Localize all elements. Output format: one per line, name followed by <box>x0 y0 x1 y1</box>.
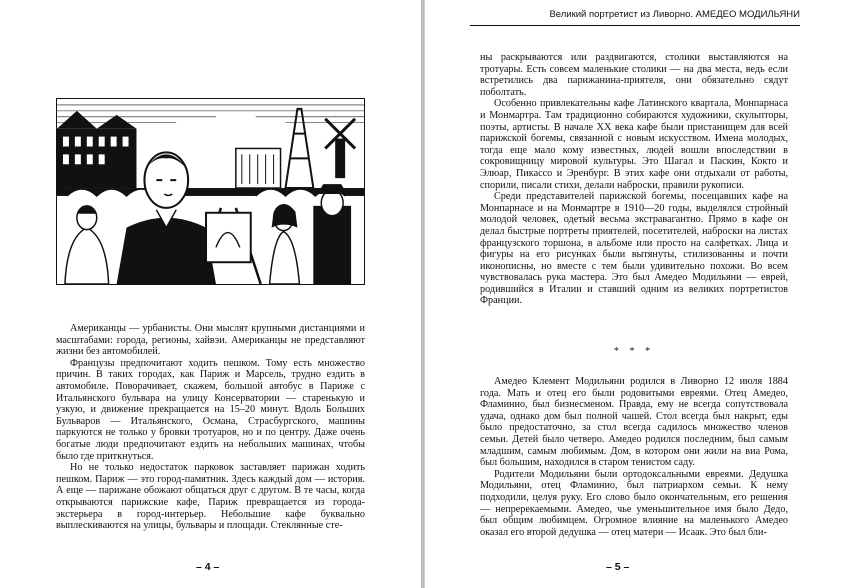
illustration-modigliani-paris <box>56 98 365 285</box>
right-page-body-top <box>480 52 788 307</box>
right-page-body-bottom <box>480 376 788 538</box>
paragraph: ны раскрываются или раздвигаются, столики выставляются на тротуары. Есть совсем маленькие столики — на два места, ведь если встретились два парижанина-приятеля, они обязательно сядут поболтать. <box>480 52 788 98</box>
paragraph: Но не только недостаток парковок заставляет парижан ходить пешком. Париж — это город-памятник. Здесь каждый дом — история. А еще — парижане обожают общаться друг с другом. В те часы, когда открываются парижские кафе, Париж превращается из города-экстерьера в город-интерьер. Небольшие кафе буквально выплескиваются на улицы, бульвары и площади. Стеклянные сте- <box>56 462 365 532</box>
paragraph: Среди представителей парижской богемы, посещавших кафе на Монпарнасе и на Монмартре в 1910—20 годы, выделялся стройный молодой человек, одетый весьма экстравагантно. Прямо в кафе он делал быстрые портреты приятелей, посетителей, наброски на листах французского торшона, в альбоме или просто на салфетках. Лица и фигуры на его рисунках были вытянуты, стилизованны и почти иконописны, но вместе с тем были удивительно похожи. Во всем чувствовалась рука мастера. Это был Амедео Модильяни — еврей, родившийся в Италии и ставший одним из великих портретистов Франции. <box>480 191 788 307</box>
running-header: Великий портретист из Ливорно. АМЕДЕО МОДИЛЬЯНИ <box>470 5 800 25</box>
illustration-drawing <box>57 99 364 284</box>
page-number-left: – 4 – <box>196 561 220 573</box>
header-rule <box>470 25 800 26</box>
paragraph: Американцы — урбанисты. Они мыслят крупными дистанциями и масштабами: города, регионы, хайвэи. Американцы не представляют жизни без автомобилей. <box>56 323 365 358</box>
paragraph: Родители Модильяни были ортодоксальными евреями. Дедушка Модильяни, отец Фламинио, был патриархом семьи. К нему подходили, целуя руку. Его слово было окончательным, его решения — непререкаемыми. Амедео, чье уменьшительное имя было Дедо, был общим любимцем. Огромное влияние на маленького Амедео оказал его второй дедушка — отец матери — Исаак. Это был бли- <box>480 468 788 538</box>
left-page-body <box>56 323 365 532</box>
paragraph: Особенно привлекательны кафе Латинского квартала, Монпарнаса и Монмартра. Там традиционно собираются художники, скульпторы, поэты, артисты. В начале XX века кафе были пристанищем для всей парижской богемы, связанной с новым искусством. Имена молодых, тогда еще мало кому известных, людей вошли впоследствии в сокровищницу мировой культуры. Это Шагал и Паскин, Кокто и Элюар, Пикассо и Эренбург. В этих кафе они отдыхали от работы, спорили, писали стихи, делали наброски, правили рукописи. <box>480 98 788 191</box>
paragraph: Французы предпочитают ходить пешком. Тому есть множество причин. В таких городах, как Париж и Марсель, трудно ездить в автомобиле. Поворачивает, скажем, большой автобус в Париже с Итальянского бульвара на улицу Консерватории — старенькую и узкую, и движение прекращается на 15–20 минут. Вдоль Больших Бульваров — Итальянского, Османа, Страсбургского, машины паркуются не только у бровки тротуаров, но и по центру. Даже очень богатые люди предпочитают ездить на небольших машинах, чтобы было где приткнуться. <box>56 357 365 462</box>
page-number-right: – 5 – <box>606 561 630 573</box>
section-separator: * * * <box>613 346 655 357</box>
paragraph: Амедео Клемент Модильяни родился в Ливорно 12 июля 1884 года. Мать и отец его были родовитыми евреями. Отец Амедео, Фламинио, был бизнесменом. Правда, ему не всегда сопутствовала удача, однако дом был полной чашей. Стол всегда был накрыт, еды было предостаточно, за стол всегда садилось множество членов семьи. Детей было четверо. Амедео родился последним, был самым младшим, самым любимым. Дом, в котором они жили на виа Рома, был большим, находился в старом тенистом саду. <box>480 376 788 469</box>
